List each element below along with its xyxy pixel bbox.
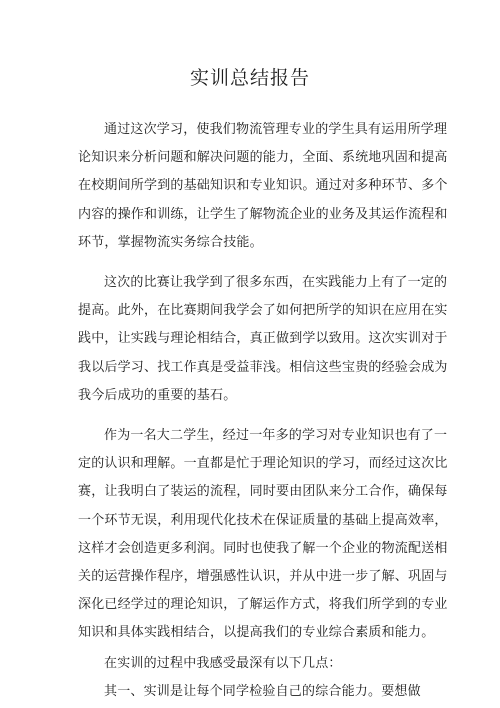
paragraph-2: 这次的比赛让我学到了很多东西，在实践能力上有了一定的提高。此外，在比赛期间我学会了如何把所学的知识在应用在实践中，让实践与理论相结合，真正做到学以致用。这次实训对于我以后学习、找工作真是受益菲浅。相信这些宝贵的经验会成为我今后成功的重要的基石。 [78, 275, 448, 403]
paragraph-gap [78, 410, 448, 422]
paragraph-5: 其一、实训是让每个同学检验自己的综合能力。要想做 [104, 683, 421, 699]
paragraph-1: 通过这次学习，使我们物流管理专业的学生具有运用所学理论知识来分析问题和解决问题的能力，全面、系统地巩固和提高在校期间所学到的基础知识和专业知识。通过对多种环节、多个内容的操作和训练，让学生了解物流企业的业务及其运作流程和环节，掌握物流实务综合技能。 [78, 122, 448, 250]
paragraph-4: 在实训的过程中我感受最深有以下几点： [104, 655, 342, 671]
paragraph-3: 作为一名大二学生，经过一年多的学习对专业知识也有了一定的认识和理解。一直都是忙于理论知识的学习，而经过这次比赛，让我明白了装运的流程，同时要由团队来分工合作，确保每一个环节无误，利用现代化技术在保证质量的基础上提高效率，这样才会创造更多利润。同时也使我了解一个企业的物流配送相关的运营操作程序，增强感性认识，并从中进一步了解、巩固与深化已经学过的理论知识，了解运作方式，将我们所学到的专业知识和具体实践相结合，以提高我们的专业综合素质和能力。 [78, 428, 448, 641]
document-title: 实训总结报告 [189, 67, 310, 89]
paragraph-gap [78, 257, 448, 269]
